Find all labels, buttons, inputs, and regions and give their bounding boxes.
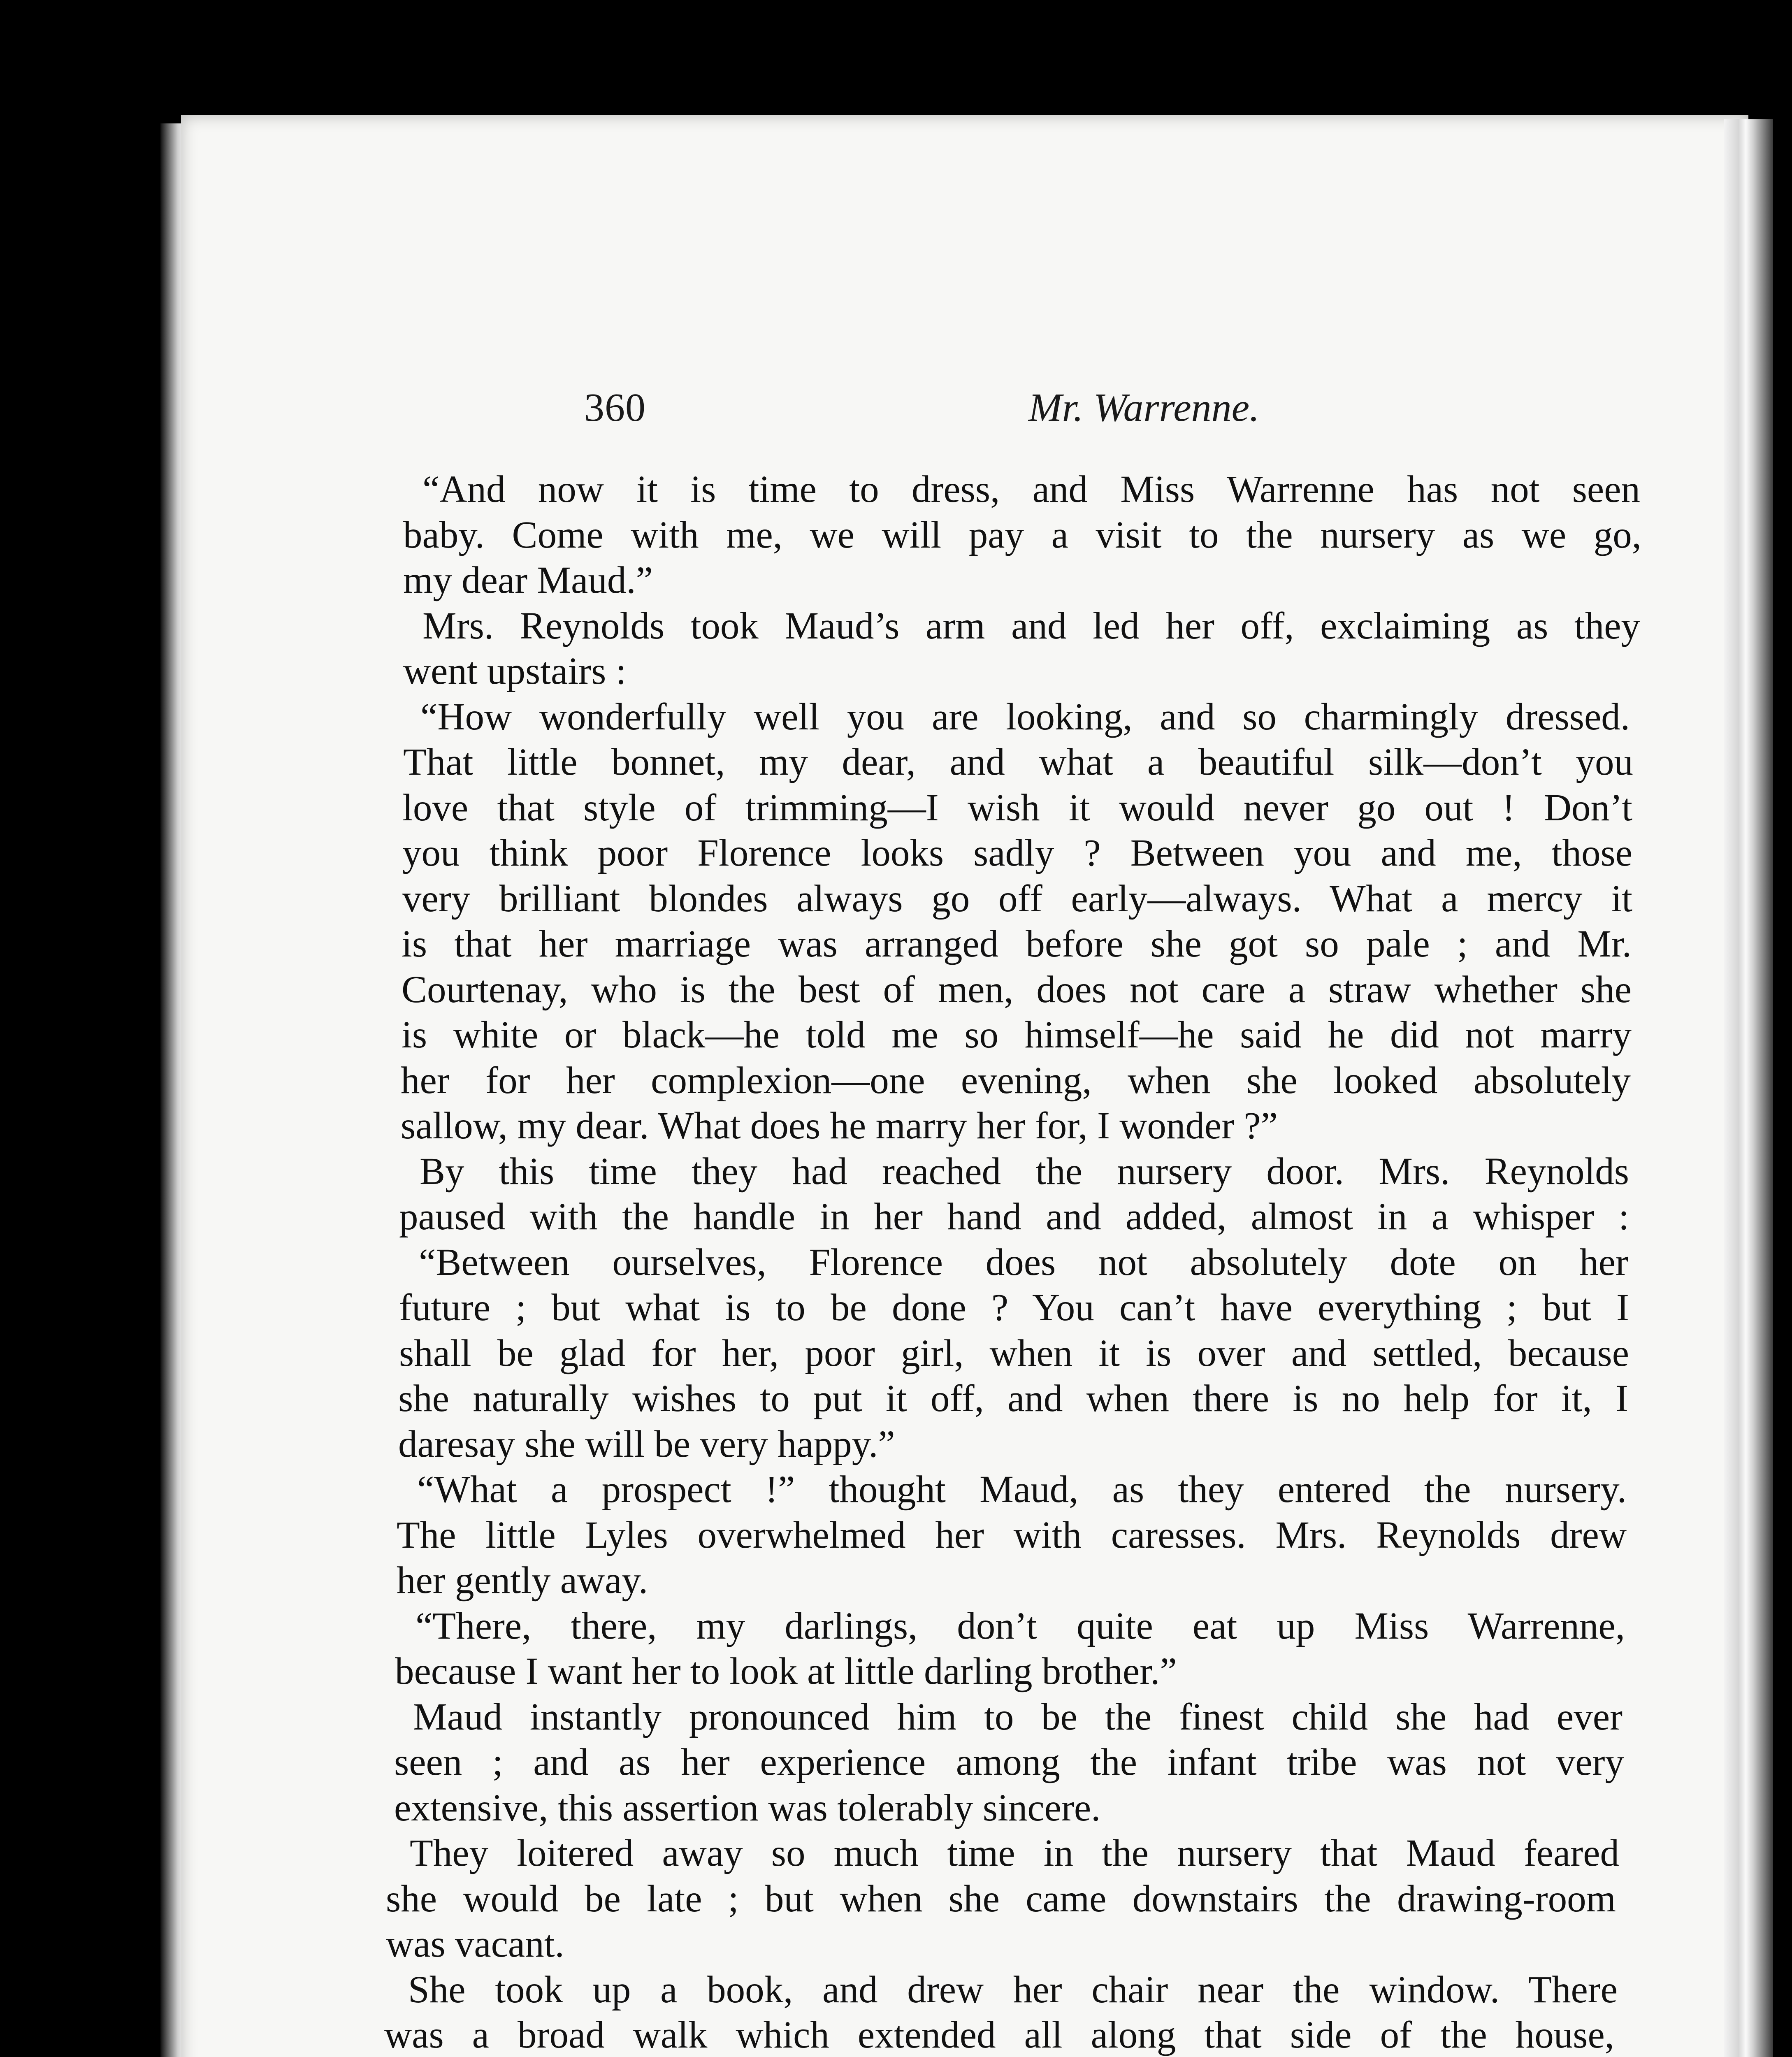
text-line: By this time they had reached the nursery door. Mrs. Reynolds: [420, 1150, 1629, 1193]
text-line: “What a prospect !” thought Maud, as they entered the nursery.: [417, 1468, 1627, 1511]
text-line: her for her complexion—one evening, when she looked absolutely: [401, 1059, 1631, 1102]
book-page: [181, 115, 1748, 2057]
text-line: shall be glad for her, poor girl, when it is over and settled, because: [399, 1332, 1629, 1374]
text-line: because I want her to look at little darling brother.”: [395, 1650, 1177, 1692]
text-line: daresay she will be very happy.”: [398, 1423, 895, 1465]
text-line: was a broad walk which extended all along that side of the house,: [384, 2014, 1614, 2056]
text-line: her gently away.: [397, 1559, 648, 1602]
text-line: my dear Maud.”: [403, 559, 653, 601]
text-line: she would be late ; but when she came downstairs the drawing-room: [386, 1877, 1616, 1920]
text-line: Courtenay, who is the best of men, does not care a straw whether she: [402, 968, 1632, 1011]
text-line: They loitered away so much time in the nursery that Maud feared: [410, 1832, 1619, 1874]
text-line: is white or black—he told me so himself—he said he did not marry: [402, 1014, 1632, 1056]
text-line: future ; but what is to be done ? You can’t have everything ; but I: [399, 1286, 1629, 1329]
text-line: very brilliant blondes always go off early—always. What a mercy it: [402, 877, 1632, 920]
text-line: “There, there, my darlings, don’t quite eat up Miss Warrenne,: [416, 1604, 1625, 1647]
text-line: The little Lyles overwhelmed her with caresses. Mrs. Reynolds drew: [397, 1514, 1627, 1556]
text-line: That little bonnet, my dear, and what a beautiful silk—don’t you: [403, 741, 1633, 783]
text-line: is that her marriage was arranged before she got so pale ; and Mr.: [402, 923, 1632, 965]
text-line: paused with the handle in her hand and added, almost in a whisper :: [399, 1196, 1629, 1238]
page-edges-right: [1724, 119, 1773, 2057]
text-line: love that style of trimming—I wish it would never go out ! Don’t: [402, 786, 1632, 829]
text-line: extensive, this assertion was tolerably sincere.: [394, 1786, 1101, 1829]
text-line: she naturally wishes to put it off, and when there is no help for it, I: [398, 1377, 1628, 1420]
text-line: Maud instantly pronounced him to be the finest child she had ever: [413, 1695, 1623, 1738]
text-line: Mrs. Reynolds took Maud’s arm and led her off, exclaiming as they: [422, 604, 1640, 647]
page-number: 360: [584, 385, 646, 430]
text-line: She took up a book, and drew her chair near the window. There: [408, 1968, 1618, 2011]
text-line: baby. Come with me, we will pay a visit to the nursery as we go,: [403, 513, 1641, 556]
text-line: “Between ourselves, Florence does not absolutely dote on her: [419, 1241, 1628, 1284]
text-line: was vacant.: [386, 1923, 564, 1965]
text-line: “And now it is time to dress, and Miss Warrenne has not seen: [422, 468, 1640, 511]
text-line: seen ; and as her experience among the infant tribe was not very: [394, 1741, 1624, 1783]
page-header: [181, 385, 1748, 434]
text-line: you think poor Florence looks sadly ? Between you and me, those: [402, 832, 1632, 874]
text-line: sallow, my dear. What does he marry her for, I wonder ?”: [401, 1105, 1278, 1147]
text-line: “How wonderfully well you are looking, and so charmingly dressed.: [420, 695, 1630, 738]
text-line: went upstairs :: [403, 650, 627, 692]
running-title: Mr. Warrenne.: [1028, 385, 1260, 430]
